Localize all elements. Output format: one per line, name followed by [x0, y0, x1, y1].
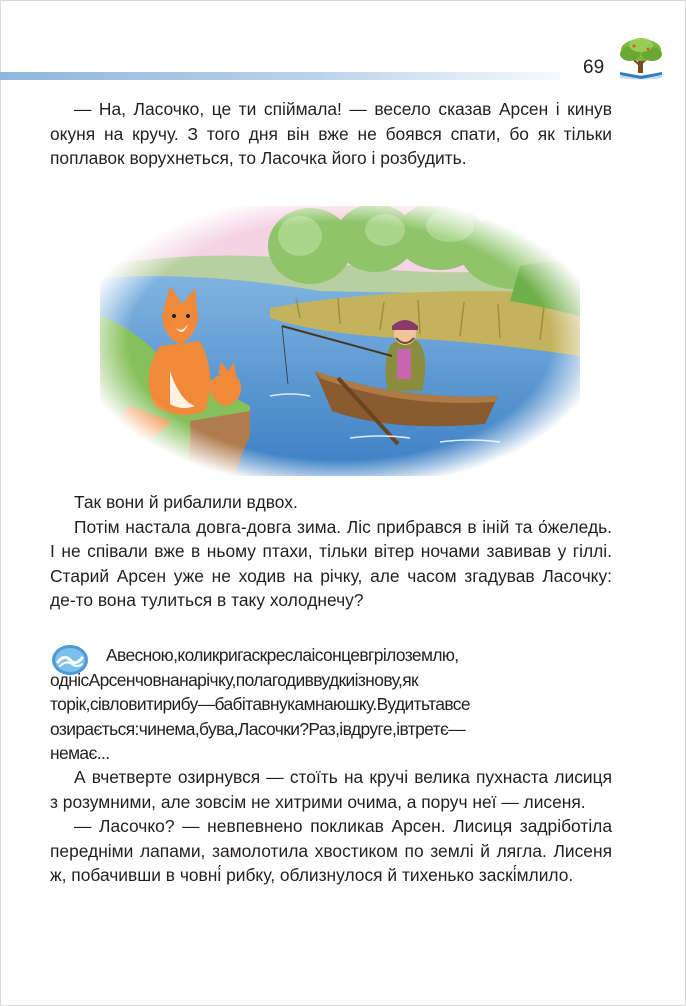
text-line: немає... — [50, 743, 110, 763]
middle-text — [50, 490, 612, 613]
top-text — [50, 97, 612, 171]
illustration-fox-fisherman — [100, 206, 580, 476]
page-number: 69 — [583, 57, 605, 78]
paragraph: Потім настала довга-довга зима. Ліс прибрався в іній та о́желедь. І не співали вже в ньому птахи, тільки вітер ночами завивав у гіллі. Старий Арсен уже не ходив на річку, але часом згадував Ласочку: де-то вона тулиться в таку холоднечу? — [50, 516, 612, 610]
paragraph: Так вони й рибалили вдвох. — [74, 492, 298, 512]
text-line: однісАрсенчовнанарічку,полагодиввудкиізнову,як — [50, 669, 419, 690]
bottom-text — [50, 765, 612, 888]
text-line: торік,сівловитирибу—бабітавнукамнаюшку.Вудитьтавсе — [50, 694, 470, 714]
text-line: озирається:чинема,бува,Ласочки?Раз,івдруге,івтретє— — [50, 718, 466, 739]
header-bar — [0, 72, 560, 80]
paragraph: А вчетверте озирнувся — стоїть на кручі велика пухнаста лисиця з розумними, але зовсім не хитрими очима, а поруч неї — лисеня. — [50, 767, 612, 812]
paragraph: — На, Ласочко, це ти спіймала! — весело сказав Арсен і кинув окуня на кручу. З того дня він вже не боявся спати, бо як тільки поплавок ворухнеться, то Ласочка його і розбудить. — [50, 99, 612, 168]
paragraph: — Ласочко? — невпевнено покликав Арсен. Лисиця задріботіла передніми лапами, замолотила хвостиком по землі й лягла. Лисеня ж, побачивши в човні́ рибку, облизнулося й тихенько заскі́млило. — [50, 816, 612, 885]
text-line: Авесною,коликригаскреслаісонцевгрілоземлю, — [106, 645, 459, 665]
tree-book-icon — [612, 36, 670, 80]
compact-paragraph — [50, 643, 612, 766]
